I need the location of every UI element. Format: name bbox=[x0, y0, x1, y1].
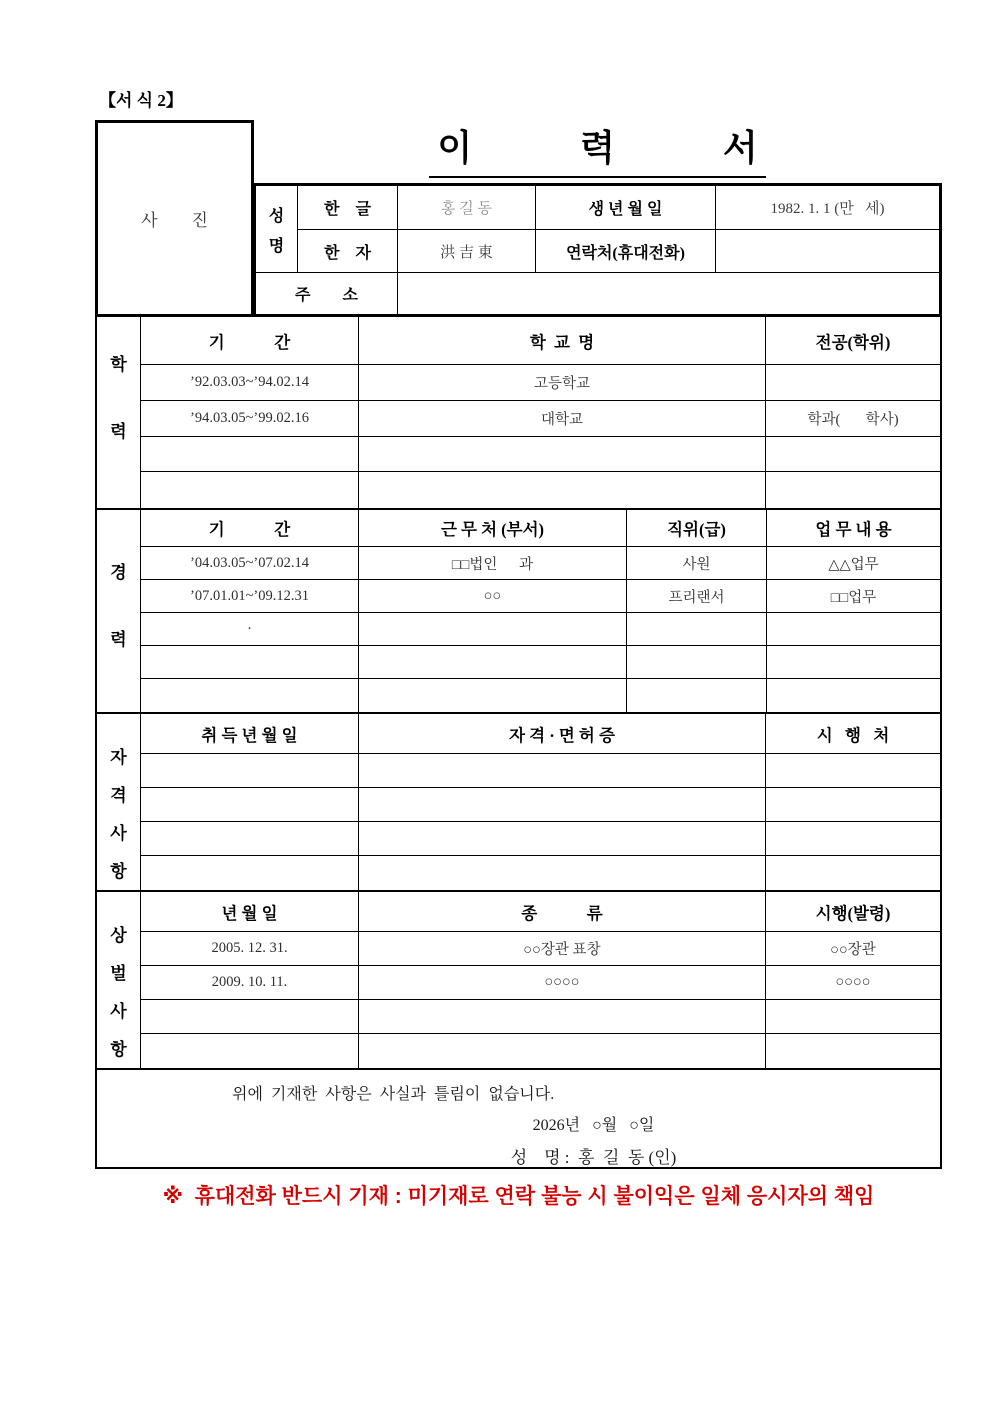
table-cell bbox=[627, 679, 767, 712]
table-cell bbox=[359, 754, 766, 788]
contact-label: 연락처(휴대전화) bbox=[536, 230, 716, 273]
qualifications-section-label: 자 격 사 항 bbox=[97, 714, 141, 890]
table-cell bbox=[141, 437, 359, 473]
declaration-date: 2026년 ○월 ○일 bbox=[532, 1117, 655, 1134]
table-cell: □□법인 과 bbox=[359, 547, 627, 580]
column-header: 기 간 bbox=[141, 317, 359, 365]
column-header: 취 득 년 월 일 bbox=[141, 714, 359, 754]
table-cell: 사원 bbox=[627, 547, 767, 580]
table-cell bbox=[141, 788, 359, 822]
table-cell bbox=[766, 472, 940, 508]
table-cell bbox=[359, 679, 627, 712]
table-cell bbox=[141, 646, 359, 679]
table-cell bbox=[359, 437, 766, 473]
column-header: 직위(급) bbox=[627, 510, 767, 547]
table-cell: · bbox=[141, 613, 359, 646]
table-cell: 학과( 학사) bbox=[766, 401, 940, 437]
table-cell: ’94.03.05~’99.02.16 bbox=[141, 401, 359, 437]
table-cell bbox=[141, 856, 359, 890]
table-cell bbox=[141, 1000, 359, 1034]
hangul-name-label: 한 글 bbox=[298, 186, 398, 230]
warning-footnote: ※ 휴대전화 반드시 기재 : 미기재로 연락 불능 시 불이익은 일체 응시자의 책임 bbox=[162, 1185, 875, 1208]
table-cell bbox=[141, 679, 359, 712]
table-cell bbox=[359, 613, 627, 646]
table-cell bbox=[359, 472, 766, 508]
table-cell: □□업무 bbox=[767, 580, 940, 613]
table-cell: ○○장관 bbox=[766, 932, 940, 966]
table-cell: 2005. 12. 31. bbox=[141, 932, 359, 966]
table-cell: 대학교 bbox=[359, 401, 766, 437]
table-cell bbox=[141, 754, 359, 788]
table-cell: ○○ bbox=[359, 580, 627, 613]
table-cell bbox=[766, 437, 940, 473]
table-cell: 고등학교 bbox=[359, 365, 766, 401]
table-cell bbox=[141, 472, 359, 508]
table-cell bbox=[359, 1034, 766, 1068]
column-header: 기 간 bbox=[141, 510, 359, 547]
column-header: 시 행 처 bbox=[766, 714, 940, 754]
career-section bbox=[95, 508, 942, 714]
awards-table bbox=[141, 892, 940, 1068]
table-cell bbox=[766, 788, 940, 822]
table-cell: △△업무 bbox=[767, 547, 940, 580]
table-cell bbox=[627, 613, 767, 646]
table-cell: ○○장관 표창 bbox=[359, 932, 766, 966]
table-cell: ’04.03.05~’07.02.14 bbox=[141, 547, 359, 580]
table-cell bbox=[767, 646, 940, 679]
table-cell bbox=[359, 856, 766, 890]
address-value bbox=[398, 273, 939, 314]
table-cell bbox=[766, 1000, 940, 1034]
name-column-label: 성 명 bbox=[256, 186, 298, 273]
table-cell: ’07.01.01~’09.12.31 bbox=[141, 580, 359, 613]
table-cell: ○○○○ bbox=[766, 966, 940, 1000]
column-header: 학 교 명 bbox=[359, 317, 766, 365]
table-cell bbox=[766, 754, 940, 788]
awards-section-label: 상 벌 사 항 bbox=[97, 892, 141, 1068]
table-cell: ’92.03.03~’94.02.14 bbox=[141, 365, 359, 401]
career-section-label: 경 력 bbox=[97, 510, 141, 712]
title-wrap bbox=[253, 120, 942, 178]
table-cell bbox=[766, 1034, 940, 1068]
column-header: 근 무 처 (부서) bbox=[359, 510, 627, 547]
contact-value bbox=[716, 230, 939, 273]
education-section bbox=[95, 315, 942, 510]
photo-placeholder-label: 사 진 bbox=[141, 211, 208, 230]
declaration-statement: 위에 기재한 사항은 사실과 틀림이 없습니다. bbox=[232, 1086, 555, 1103]
table-cell bbox=[141, 822, 359, 856]
column-header: 자 격 · 면 허 증 bbox=[359, 714, 766, 754]
table-cell: 2009. 10. 11. bbox=[141, 966, 359, 1000]
hanja-name-label: 한 자 bbox=[298, 230, 398, 273]
education-section-label: 학 력 bbox=[97, 317, 141, 508]
table-cell bbox=[359, 1000, 766, 1034]
birth-date-label: 생 년 월 일 bbox=[536, 186, 716, 230]
address-label: 주 소 bbox=[256, 273, 398, 314]
table-cell bbox=[766, 822, 940, 856]
education-table bbox=[141, 317, 940, 508]
column-header: 년 월 일 bbox=[141, 892, 359, 932]
qualifications-table bbox=[141, 714, 940, 890]
column-header: 전공(학위) bbox=[766, 317, 940, 365]
column-header: 시행(발령) bbox=[766, 892, 940, 932]
table-cell bbox=[627, 646, 767, 679]
table-cell: 프리랜서 bbox=[627, 580, 767, 613]
qualifications-section bbox=[95, 712, 942, 892]
table-cell bbox=[359, 646, 627, 679]
table-cell: ○○○○ bbox=[359, 966, 766, 1000]
personal-info-table bbox=[253, 183, 942, 317]
declaration-signature: 성 명 : 홍 길 동 (인) bbox=[510, 1148, 677, 1167]
hanja-name-value: 洪 吉 東 bbox=[398, 230, 536, 273]
form-number-label: 【서 식 2】 bbox=[99, 91, 183, 110]
awards-section bbox=[95, 890, 942, 1070]
birth-date-value: 1982. 1. 1 (만 세) bbox=[716, 186, 939, 230]
table-cell bbox=[766, 856, 940, 890]
page-title: 이 력 서 bbox=[429, 120, 765, 178]
declaration-box bbox=[95, 1068, 942, 1169]
table-cell bbox=[141, 1034, 359, 1068]
table-cell bbox=[359, 788, 766, 822]
column-header: 업 무 내 용 bbox=[767, 510, 940, 547]
table-cell bbox=[766, 365, 940, 401]
table-cell bbox=[767, 613, 940, 646]
column-header: 종 류 bbox=[359, 892, 766, 932]
career-table bbox=[141, 510, 940, 712]
photo-box bbox=[95, 120, 254, 317]
table-cell bbox=[767, 679, 940, 712]
table-cell bbox=[359, 822, 766, 856]
hangul-name-value: 홍 길 동 bbox=[398, 186, 536, 230]
